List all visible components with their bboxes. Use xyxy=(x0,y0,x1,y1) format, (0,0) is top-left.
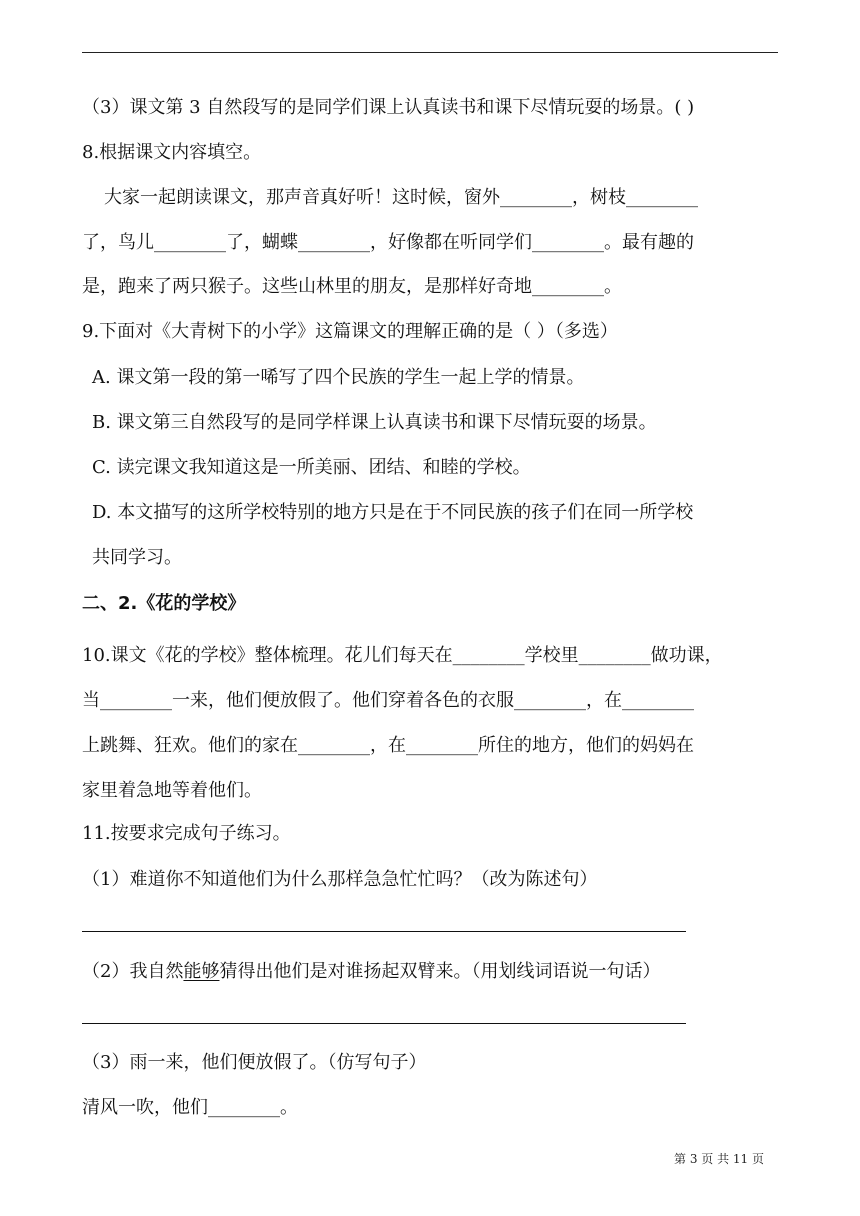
header-rule xyxy=(82,52,778,53)
page-number: 第 3 页 共 11 页 xyxy=(674,1152,764,1166)
q7-item3: （3）课文第 3 自然段写的是同学们课上认真读书和课下尽情玩耍的场景。( ) xyxy=(82,97,695,118)
q11-item3: （3）雨一来，他们便放假了。（仿写句子） xyxy=(82,1052,427,1073)
q11-item2-before: （2）我自然 xyxy=(82,961,184,982)
q9-title: 9.下面对《大青树下的小学》这篇课文的理解正确的是（ ）（多选） xyxy=(82,321,618,342)
q10-line1: 10.课文《花的学校》整体梳理。花儿们每天在________学校里________做功课， xyxy=(82,645,723,666)
page-footer xyxy=(0,1150,860,1167)
q9-option-c: C. 读完课文我知道这是一所美丽、团结、和睦的学校。 xyxy=(92,457,531,478)
q9-option-a: A. 课文第一段的第一唏写了四个民族的学生一起上学的情景。 xyxy=(92,367,585,388)
answer-line-2[interactable] xyxy=(82,1023,686,1024)
q11-item3-answer: 清风一吹，他们________。 xyxy=(82,1097,298,1118)
answer-line-1[interactable] xyxy=(82,931,686,932)
q8-line2: 了，鸟儿________了，蝴蝶________，好像都在听同学们________。最有趣的 xyxy=(82,232,694,253)
q9-option-d: D. 本文描写的这所学校特别的地方只是在于不同民族的孩子们在同一所学校 xyxy=(92,502,694,523)
q11-title: 11.按要求完成句子练习。 xyxy=(82,823,291,844)
q10-line2: 当________一来，他们便放假了。他们穿着各色的衣服________，在________ xyxy=(82,690,694,711)
q8-line3: 是，跑来了两只猴子。这些山林里的朋友，是那样好奇地________。 xyxy=(82,276,622,297)
q9-option-d-cont: 共同学习。 xyxy=(92,547,182,568)
q10-line3: 上跳舞、狂欢。他们的家在________，在________所住的地方，他们的妈妈在 xyxy=(82,735,694,756)
q11-item2 xyxy=(82,960,782,984)
underlined-word: 能够 xyxy=(183,961,220,982)
q8-line1: 大家一起朗读课文，那声音真好听！这时候，窗外________，树枝________ xyxy=(104,187,698,208)
q10-line4: 家里着急地等着他们。 xyxy=(82,780,262,801)
q8-title: 8.根据课文内容填空。 xyxy=(82,142,262,163)
q9-option-b: B. 课文第三自然段写的是同学样课上认真读书和课下尽情玩耍的场景。 xyxy=(92,412,657,433)
q11-item1: （1）难道你不知道他们为什么那样急急忙忙吗？（改为陈述句） xyxy=(82,869,598,890)
q11-item2-after: 猜得出他们是对谁扬起双臂来。（用划线词语说一句话） xyxy=(219,961,661,982)
section-heading: 二、2.《花的学校》 xyxy=(82,593,246,614)
